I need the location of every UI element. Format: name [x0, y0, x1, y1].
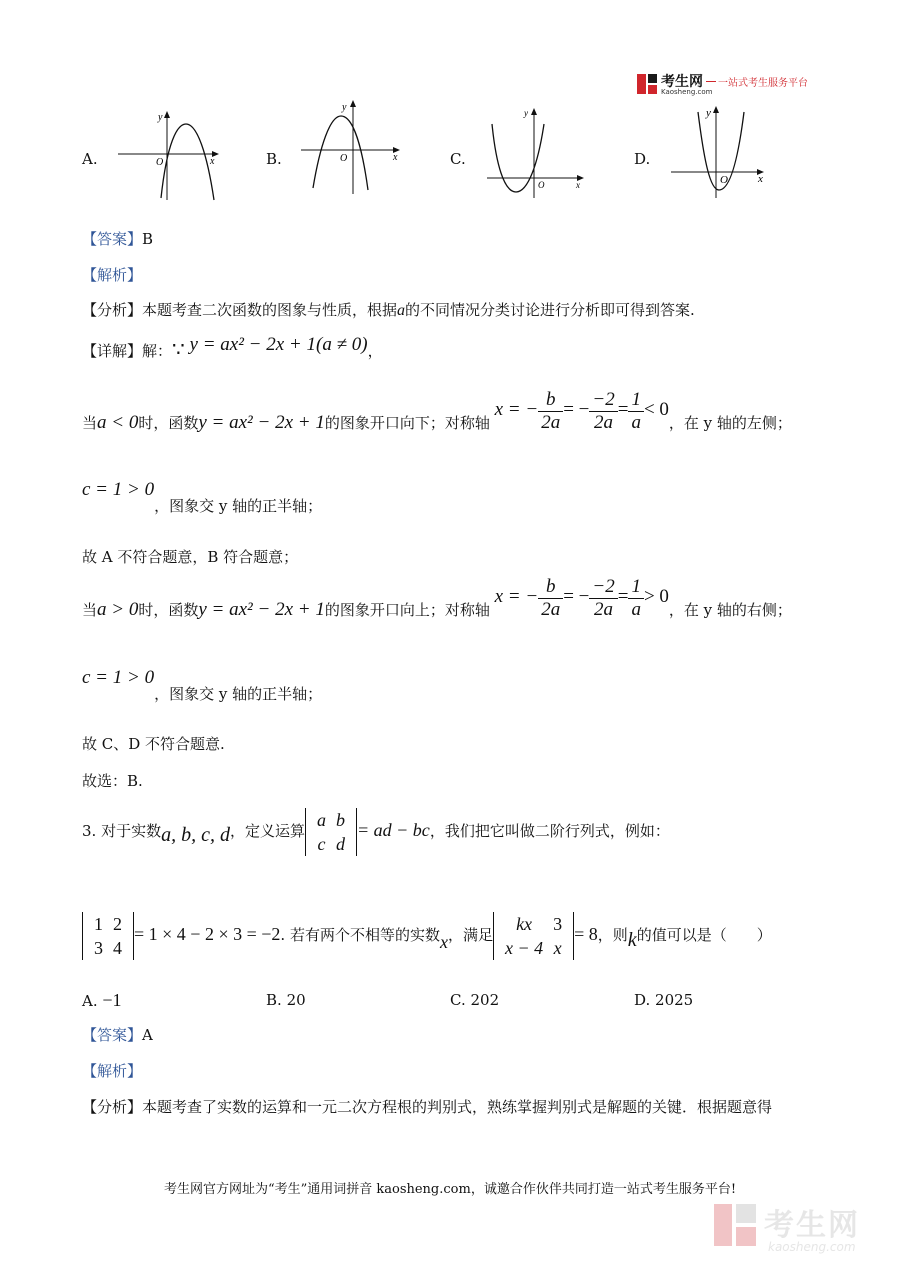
q2-case2-frac-1-num: b [538, 576, 563, 599]
q2-a-y-label: y [158, 112, 163, 123]
q2-c2-expr: c = 1 > 0 [82, 667, 155, 688]
q3-det-k-21: x − 4 [504, 938, 544, 958]
q2-case1-when: 当 [82, 414, 98, 432]
watermark-en: kaosheng.com [768, 1240, 856, 1254]
q3-option-d-value: 2025 [655, 991, 694, 1009]
q2-graph-c [484, 104, 594, 200]
q2-c1-text: ，图象交 y 轴的正半轴； [154, 497, 323, 515]
q2-analysis-line [82, 265, 142, 285]
q2-graph-b [298, 96, 408, 196]
q2-case1-frac-1-den: 2a [541, 411, 561, 433]
q2-case1-frac-2-den: 2a [594, 411, 614, 433]
q2-case2-frac-2-den: 2a [594, 598, 614, 620]
kaosheng-logo[interactable] [636, 70, 816, 98]
q2-case1-axis-pre: x = − [494, 399, 539, 420]
q2-case2-frac-2-num: −2 [589, 576, 617, 599]
q3-example-line [82, 905, 772, 964]
q2-case1-side: ，在 y 轴的左侧； [668, 414, 792, 432]
q2-case2-eq: = [617, 586, 629, 607]
q3-option-b-label: B. [266, 991, 282, 1009]
q3-det-k-11: kx [516, 914, 533, 934]
logo-cn: 考生网 [661, 74, 703, 90]
q3-fenxi-text: 本题考查了实数的运算和一元二次方程根的判别式，熟练掌握判别式是解题的关键．根据题意得 [142, 1098, 773, 1116]
q2-c2-text: ，图象交 y 轴的正半轴； [154, 685, 323, 703]
q2-case2-frac-3-num: 1 [628, 576, 644, 599]
q2-case2-gt: > 0 [643, 586, 669, 607]
q3-option-d-label: D. [634, 991, 651, 1009]
q2-b-x-label: x [393, 152, 398, 163]
q2-c1-line [82, 479, 323, 515]
q3-det-k [493, 912, 574, 960]
q2-fenxi-tag: 【分析】 [82, 301, 143, 319]
q3-fenxi-line [82, 1097, 772, 1117]
q3-option-b-value: 20 [286, 991, 306, 1009]
q2-because: ∵ [172, 339, 185, 361]
q3-det-def-c: c [317, 834, 326, 854]
q2-option-d-label: D. [634, 150, 651, 168]
q2-xiangjie-line [82, 334, 383, 361]
q2-answer-line [82, 229, 153, 249]
page-footer: 考生网官方网址为“考生”通用词拼音 kaosheng.com，诚邀合作伙伴共同打造一站式考生服务平台! [163, 1182, 737, 1197]
q3-option-a-label: A. [82, 992, 98, 1010]
q2-b-origin: O [340, 153, 348, 164]
q2-case1-lt: < 0 [643, 399, 669, 420]
logo-slogan: 一站式考生服务平台 [718, 78, 808, 89]
q2-case1-frac-3-den: a [631, 411, 641, 433]
q2-b-y-label: y [342, 102, 347, 113]
q2-fenxi-text-2: 的不同情况分类讨论进行分析即可得到答案. [405, 301, 695, 319]
q3-stem-line [82, 800, 670, 861]
q3-text-3: ，我们把它叫做二阶行列式，例如： [429, 822, 670, 840]
q2-d-origin: O [720, 174, 728, 186]
q2-case1-mid: 时，函数 [138, 414, 199, 432]
q3-analysis-tag: 【解析】 [82, 1062, 143, 1080]
q3-option-a[interactable] [82, 990, 122, 1011]
q2-concl2-line: 故 C、D 不符合题意. [82, 735, 225, 753]
q3-det-def-d: d [336, 834, 346, 854]
q3-det-ex-21: 3 [94, 938, 103, 958]
q2-c-x-label: x [576, 180, 580, 190]
q3-num: 3. [82, 822, 97, 840]
watermark-cn: 考生网 [764, 1208, 860, 1243]
q2-case1-eq: = [617, 399, 629, 420]
q3-analysis-line [82, 1061, 142, 1081]
q2-fenxi-text-1: 本题考查二次函数的图象与性质，根据 [142, 301, 398, 319]
q2-case1-frac-3 [628, 389, 644, 434]
q2-option-c-label: C. [450, 150, 466, 168]
q3-option-c[interactable] [450, 990, 499, 1010]
q2-case2-frac-3-den: a [631, 598, 641, 620]
q2-case1-frac-1 [538, 389, 563, 434]
q3-text-1: 对于实数 [101, 822, 162, 840]
q2-func-main: y = ax² − 2x + 1 [189, 334, 317, 355]
q2-fenxi-a: a [397, 302, 406, 319]
q2-case2-open: 的图象开口向上；对称轴 [324, 601, 490, 619]
q3-var-x: x [439, 932, 448, 952]
q2-graph-a [115, 108, 225, 203]
q2-d-y-label: y [706, 107, 711, 119]
q3-text-6: ，则 [597, 926, 628, 944]
q3-det-k-12: 3 [553, 914, 563, 934]
q2-func-comma: ， [367, 342, 383, 360]
q2-case2-axis-pre: x = − [494, 586, 539, 607]
q3-option-a-value: −1 [102, 990, 122, 1010]
q2-case1-axis [495, 377, 669, 443]
kaosheng-watermark [712, 1196, 882, 1258]
q3-text-5: ，满足 [447, 926, 493, 944]
q2-case1-frac-2-num: −2 [589, 389, 617, 412]
q3-det-def-val: = ad − bc [357, 820, 430, 840]
q2-case1-frac-2 [589, 389, 617, 434]
q2-case1-func: y = ax² − 2x + 1 [198, 412, 325, 433]
q2-answer-value: B [142, 230, 154, 248]
q3-option-c-label: C. [450, 991, 466, 1009]
q3-vars: a, b, c, d [161, 824, 230, 846]
q2-case1-line [82, 390, 792, 457]
q2-case1-cond: a < 0 [97, 412, 139, 433]
q2-xiangjie-tag: 【详解】 [82, 342, 143, 360]
q2-case1-frac-1-num: b [538, 389, 563, 412]
q2-a-origin: O [156, 157, 164, 168]
q2-case1-frac-3-num: 1 [628, 389, 644, 412]
watermark-logo-icon [712, 1202, 758, 1248]
q2-case2-func: y = ax² − 2x + 1 [198, 599, 325, 620]
q2-case2-side: ，在 y 轴的右侧； [668, 601, 792, 619]
q2-case2-frac-1-den: 2a [541, 598, 561, 620]
q3-option-d[interactable] [634, 990, 693, 1010]
q2-case2-when: 当 [82, 601, 98, 619]
q2-case1-eq-neg: = − [563, 399, 590, 420]
q2-case2-frac-2 [589, 576, 617, 621]
q2-concl1-line: 故 A 不符合题意，B 符合题意； [82, 548, 299, 566]
q3-det-def-b: b [336, 810, 346, 830]
q3-var-k: k [627, 929, 637, 951]
q3-det-def [305, 808, 357, 856]
kaosheng-logo-icon [636, 73, 658, 95]
q2-a-x-label: x [210, 156, 215, 167]
q2-d-x-label: x [758, 173, 763, 185]
q2-xiangjie-text: 解： [142, 342, 173, 360]
q3-option-b[interactable] [266, 990, 306, 1010]
q3-answer-line [82, 1025, 153, 1045]
q2-case2-cond: a > 0 [97, 599, 139, 620]
q3-text-7: 的值可以是（ ） [636, 926, 772, 944]
q3-det-k-22: x [553, 938, 562, 958]
q3-det-ex [82, 912, 134, 960]
q3-det-ex-22: 4 [113, 938, 122, 958]
q2-analysis-tag: 【解析】 [82, 266, 143, 284]
q2-case2-frac-1 [538, 576, 563, 621]
q3-text-2: ，定义运算 [230, 822, 306, 840]
q2-case2-mid: 时，函数 [138, 601, 199, 619]
q3-answer-value: A [142, 1026, 153, 1044]
q3-det-ex-11: 1 [94, 914, 103, 934]
q2-option-b-label: B. [266, 150, 282, 168]
q2-c-y-label: y [524, 108, 528, 118]
q2-graph-d [668, 100, 778, 200]
q2-case2-frac-3 [628, 576, 644, 621]
q2-fenxi-line [82, 300, 695, 321]
q2-c1-expr: c = 1 > 0 [82, 479, 155, 500]
q2-c2-line [82, 667, 323, 703]
q2-choose-line: 故选：B. [82, 772, 143, 790]
q3-det-def-a: a [317, 810, 327, 830]
logo-en: Kaosheng.com [661, 88, 713, 96]
q2-case1-open: 的图象开口向下；对称轴 [324, 414, 490, 432]
q2-option-a-label: A. [82, 150, 98, 168]
q3-answer-tag: 【答案】 [82, 1026, 143, 1044]
q2-case2-eq-neg: = − [563, 586, 590, 607]
q3-option-c-value: 202 [470, 991, 500, 1009]
q3-text-4: . 若有两个不相等的实数 [280, 926, 440, 944]
q2-case2-axis [495, 564, 669, 630]
q3-det-ex-val: = 1 × 4 − 2 × 3 = −2 [134, 924, 281, 944]
q2-answer-tag: 【答案】 [82, 230, 143, 248]
q3-fenxi-tag: 【分析】 [82, 1098, 143, 1116]
q3-det-ex-12: 2 [113, 914, 122, 934]
logo-divider [706, 81, 716, 82]
q3-det-k-val: = 8 [574, 924, 598, 944]
q2-case2-line [82, 577, 792, 644]
q2-c-origin: O [538, 180, 545, 190]
q2-func-cond: (a ≠ 0) [316, 334, 368, 355]
